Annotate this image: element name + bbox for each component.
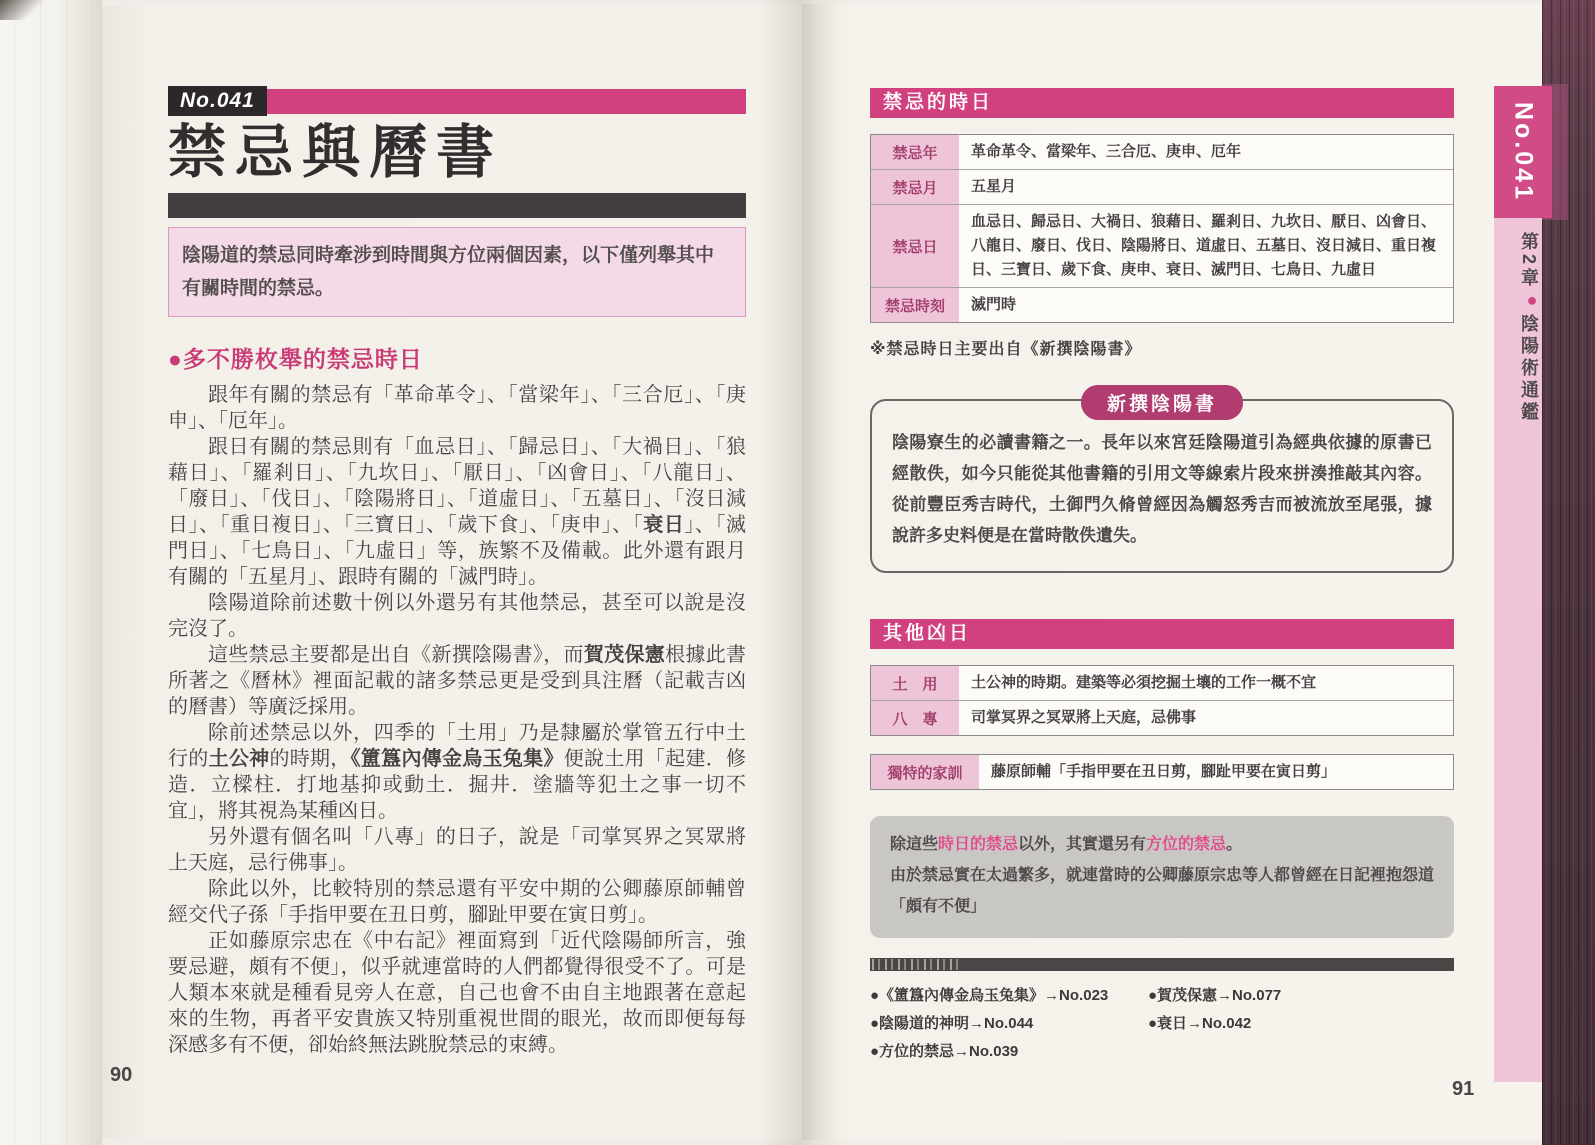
intro-box: 陰陽道的禁忌同時牽涉到時間與方位兩個因素，以下僅列舉其中有關時間的禁忌。 (168, 227, 746, 317)
paragraph: 跟日有關的禁忌則有「血忌日」、「歸忌日」、「大禍日」、「狼藉日」、「羅剎日」、「九坎日」、「厭日」、「凶會日」、「八龍日」、「廢日」、「伐日」、「陰陽將日」、「道虛日」、「五墓日」、「沒日減日」、「重日複日」、「三寶日」、「歲下食」、「庚申」、「衰日」、「滅門日」、「七鳥日」、「九虛日」等，族繁不及備載。此外還有跟月有關的「五星月」、跟時有關的「滅門時」。 (168, 436, 747, 588)
cross-reference-links (870, 985, 1454, 1069)
other-unlucky-days-table (870, 665, 1454, 736)
table-row (871, 135, 1453, 169)
title-block-header (168, 86, 746, 116)
links-column (870, 985, 1148, 1069)
title-dark-bar (168, 193, 746, 218)
table-source-note: ※禁忌時日主要出自《新撰陰陽書》 (870, 341, 1142, 358)
section-heading: ●多不勝枚舉的禁忌時日 (168, 346, 423, 372)
cross-reference-link: ●方位的禁忌→No.039 (870, 1043, 1019, 1060)
row-value: 血忌日、歸忌日、大禍日、狼藉日、羅剎日、九坎日、厭日、凶會日、八龍日、廢日、伐日、陰陽將日、道虛日、五墓日、沒日減日、重日複日、三寶日、歲下食、庚申、衰日、滅門日、七鳥日、九虛日 (971, 213, 1437, 278)
summary-gray-box (870, 816, 1454, 938)
row-label: 土 用 (871, 666, 959, 700)
table-row (871, 287, 1453, 322)
cross-reference-link: ●賀茂保憲→No.077 (1148, 987, 1282, 1004)
body-text (168, 382, 746, 1058)
page-number-left: 90 (110, 1064, 133, 1086)
table-row (871, 169, 1453, 204)
row-label: 禁忌月 (871, 170, 959, 204)
chapter-tab-number: No.041 (1494, 86, 1552, 218)
entry-number-label: No.041 (168, 86, 267, 116)
section-bar-other-unlucky-days: 其他凶日 (870, 619, 1454, 649)
page-title: 禁忌與曆書 (168, 120, 504, 185)
row-value: 土公神的時期。建築等必須挖掘土壤的工作一概不宜 (971, 674, 1317, 691)
row-value: 司掌冥界之冥眾將上天庭，忌佛事 (971, 709, 1197, 726)
callout-body: 陰陽寮生的必讀書籍之一。長年以來宮廷陰陽道引為經典依據的原書已經散佚，如今只能從其他書籍的引用文等線索片段來拼湊推敲其內容。從前豐臣秀吉時代，土御門久脩曾經因為觸怒秀吉而被流放至尾張，據說許多史料便是在當時散佚遺失。 (892, 433, 1432, 545)
row-label: 禁忌日 (871, 205, 959, 287)
cross-reference-link: ●《簠簋內傳金烏玉兔集》→No.023 (870, 987, 1109, 1004)
paragraph: 另外還有個名叫「八專」的日子，說是「司掌冥界之冥眾將上天庭，忌行佛事」。 (168, 826, 746, 874)
left-page-content (168, 86, 746, 1058)
links-column (1148, 985, 1281, 1069)
section-bar-taboo-dates: 禁忌的時日 (870, 88, 1454, 118)
chapter-tab-title: 第2章 ● 陰陽術通鑑 (1519, 232, 1542, 425)
table-row (871, 700, 1453, 735)
paragraph: 除前述禁忌以外，四季的「土用」乃是隸屬於掌管五行中土行的土公神的時期，《簠簋內傳金烏玉兔集》便說土用「起建．修造．立樑柱．打地基抑或動土．掘井．塗牆等犯土之事一切不宜」，將其視為某種凶日。 (168, 722, 747, 822)
right-page-content (870, 88, 1454, 1069)
cross-reference-link: ●衰日→No.042 (1148, 1015, 1252, 1032)
row-value: 五星月 (971, 178, 1017, 195)
callout-box (870, 394, 1454, 573)
related-items-stripes (872, 959, 960, 970)
row-value: 滅門時 (971, 296, 1017, 313)
row-label: 禁忌年 (871, 135, 959, 169)
taboo-dates-table (870, 134, 1454, 323)
left-page-stack-edge (0, 0, 102, 1145)
callout-title-pill: 新撰陰陽書 (1081, 385, 1243, 420)
paragraph: 跟年有關的禁忌有「革命革令」、「當梁年」、「三合厄」、「庚申」、「厄年」。 (168, 384, 746, 432)
row-value: 藤原師輔「手指甲要在丑日剪，腳趾甲要在寅日剪」 (991, 763, 1337, 780)
table-row (871, 204, 1453, 287)
cross-reference-link: ●陰陽道的神明→No.044 (870, 1015, 1034, 1032)
summary-line: 由於禁忌實在太過繁多，就連當時的公卿藤原宗忠等人都曾經在日記裡抱怨道「頗有不便」 (890, 867, 1435, 915)
table-row (871, 755, 1453, 789)
table-row (871, 666, 1453, 700)
paragraph: 正如藤原宗忠在《中右記》裡面寫到「近代陰陽師所言，強要忌避，頗有不便」，似乎就連當時的人們都覺得很受不了。可是人類本來就是種看見旁人在意，自己也會不由自主地跟著在意起來的生物，再者平安貴族又特別重視世間的眼光，故而即便每每深感多有不便，卻始終無法跳脫禁忌的束縛。 (168, 930, 746, 1056)
row-label: 獨特的家訓 (871, 755, 979, 789)
top-left-corner-shadow (0, 0, 46, 20)
row-label: 禁忌時刻 (871, 288, 959, 322)
paragraph: 這些禁忌主要都是出自《新撰陰陽書》，而賀茂保憲根據此書所著之《曆林》裡面記載的諸多禁忌更是受到具注曆（記載吉凶的曆書）等廣泛採用。 (168, 644, 747, 718)
row-label: 八 專 (871, 701, 959, 735)
paragraph: 除此以外，比較特別的禁忌還有平安中期的公卿藤原師輔曾經交代子孫「手指甲要在丑日剪，腳趾甲要在寅日剪」。 (168, 878, 746, 926)
related-items-bar (870, 958, 1454, 971)
paragraph: 陰陽道除前述數十例以外還另有其他禁忌，甚至可以說是沒完沒了。 (168, 592, 746, 640)
page-number-right: 91 (1452, 1078, 1475, 1100)
row-value: 革命革令、當梁年、三合厄、庚申、厄年 (971, 143, 1242, 160)
summary-line: 除這些時日的禁忌以外，其實還另有方位的禁忌。 (890, 836, 1243, 853)
family-rule-table (870, 754, 1454, 790)
